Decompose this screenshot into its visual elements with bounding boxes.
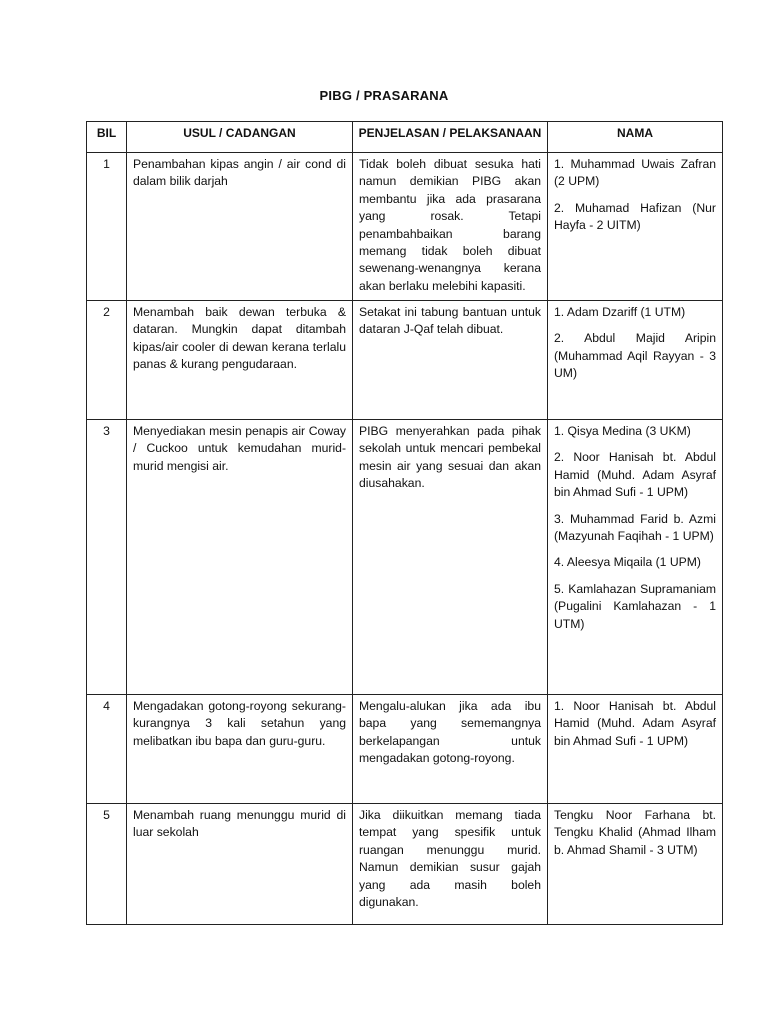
name-entry: 2. Noor Hanisah bt. Abdul Hamid (Muhd. Adam Asyraf bin Ahmad Sufi - 1 UPM) [554,450,716,500]
header-penjelasan: PENJELASAN / PELAKSANAAN [353,122,548,153]
usul-cell: Menyediakan mesin penapis air Coway / Cuckoo untuk kemudahan murid-murid mengisi air. [127,420,353,695]
nama-cell [548,695,723,804]
row-number: 4 [87,695,127,804]
name-entry: 1. Adam Dzariff (1 UTM) [554,305,686,319]
header-bil: BIL [87,122,127,153]
table-row [87,301,723,420]
name-entry: 2. Abdul Majid Aripin (Muhammad Aqil Rayyan - 3 UM) [554,331,716,381]
table-header-row [87,122,723,153]
row-number: 3 [87,420,127,695]
usul-cell: Penambahan kipas angin / air cond di dalam bilik darjah [127,153,353,301]
penjelasan-cell: Tidak boleh dibuat sesuka hati namun demikian PIBG akan membantu jika ada prasarana yang rosak. Tetapi penambahbaikan barang memang tidak boleh dibuat sewenang-wenangnya kerana akan berlaku melebihi kapasiti. [353,153,548,301]
nama-cell [548,301,723,420]
row-number: 1 [87,153,127,301]
name-entry: 3. Muhammad Farid b. Azmi (Mazyunah Faqihah - 1 UPM) [554,511,716,544]
name-entry: 1. Muhammad Uwais Zafran (2 UPM) [554,157,716,189]
nama-cell [548,804,723,925]
name-entry: 5. Kamlahazan Supramaniam (Pugalini Kamlahazan - 1 UTM) [554,581,716,631]
usul-cell: Menambah ruang menunggu murid di luar sekolah [127,804,353,925]
nama-cell [548,420,723,695]
header-nama: NAMA [548,122,723,153]
name-entry: 1. Qisya Medina (3 UKM) [554,424,691,438]
row-number: 5 [87,804,127,925]
pibg-table [86,121,723,925]
penjelasan-cell: Mengalu-alukan jika ada ibu bapa yang sememangnya berkelapangan untuk mengadakan gotong-royong. [353,695,548,804]
page-title: PIBG / PRASARANA [319,88,449,103]
table-row [87,804,723,925]
nama-cell [548,153,723,301]
penjelasan-cell: PIBG menyerahkan pada pihak sekolah untuk mencari pembekal mesin air yang sesuai dan akan diusahakan. [353,420,548,695]
penjelasan-cell: Setakat ini tabung bantuan untuk dataran J-Qaf telah dibuat. [353,301,548,420]
table-row [87,420,723,695]
name-entry: 1. Noor Hanisah bt. Abdul Hamid (Muhd. Adam Asyraf bin Ahmad Sufi - 1 UPM) [554,699,716,748]
table-row [87,153,723,301]
name-entry: 2. Muhamad Hafizan (Nur Hayfa - 2 UITM) [554,200,716,233]
penjelasan-cell: Jika diikuitkan memang tiada tempat yang spesifik untuk ruangan menunggu murid. Namun demikian susur gajah yang ada masih boleh digunakan. [353,804,548,925]
table-row [87,695,723,804]
name-entry: Tengku Noor Farhana bt. Tengku Khalid (Ahmad Ilham b. Ahmad Shamil - 3 UTM) [554,808,716,857]
name-entry: 4. Aleesya Miqaila (1 UPM) [554,555,701,570]
usul-cell: Mengadakan gotong-royong sekurang-kurangnya 3 kali setahun yang melibatkan ibu bapa dan guru-guru. [127,695,353,804]
row-number: 2 [87,301,127,420]
usul-cell: Menambah baik dewan terbuka & dataran. Mungkin dapat ditambah kipas/air cooler di dewan kerana terlalu panas & kurang pengudaraan. [127,301,353,420]
header-usul: USUL / CADANGAN [127,122,353,153]
